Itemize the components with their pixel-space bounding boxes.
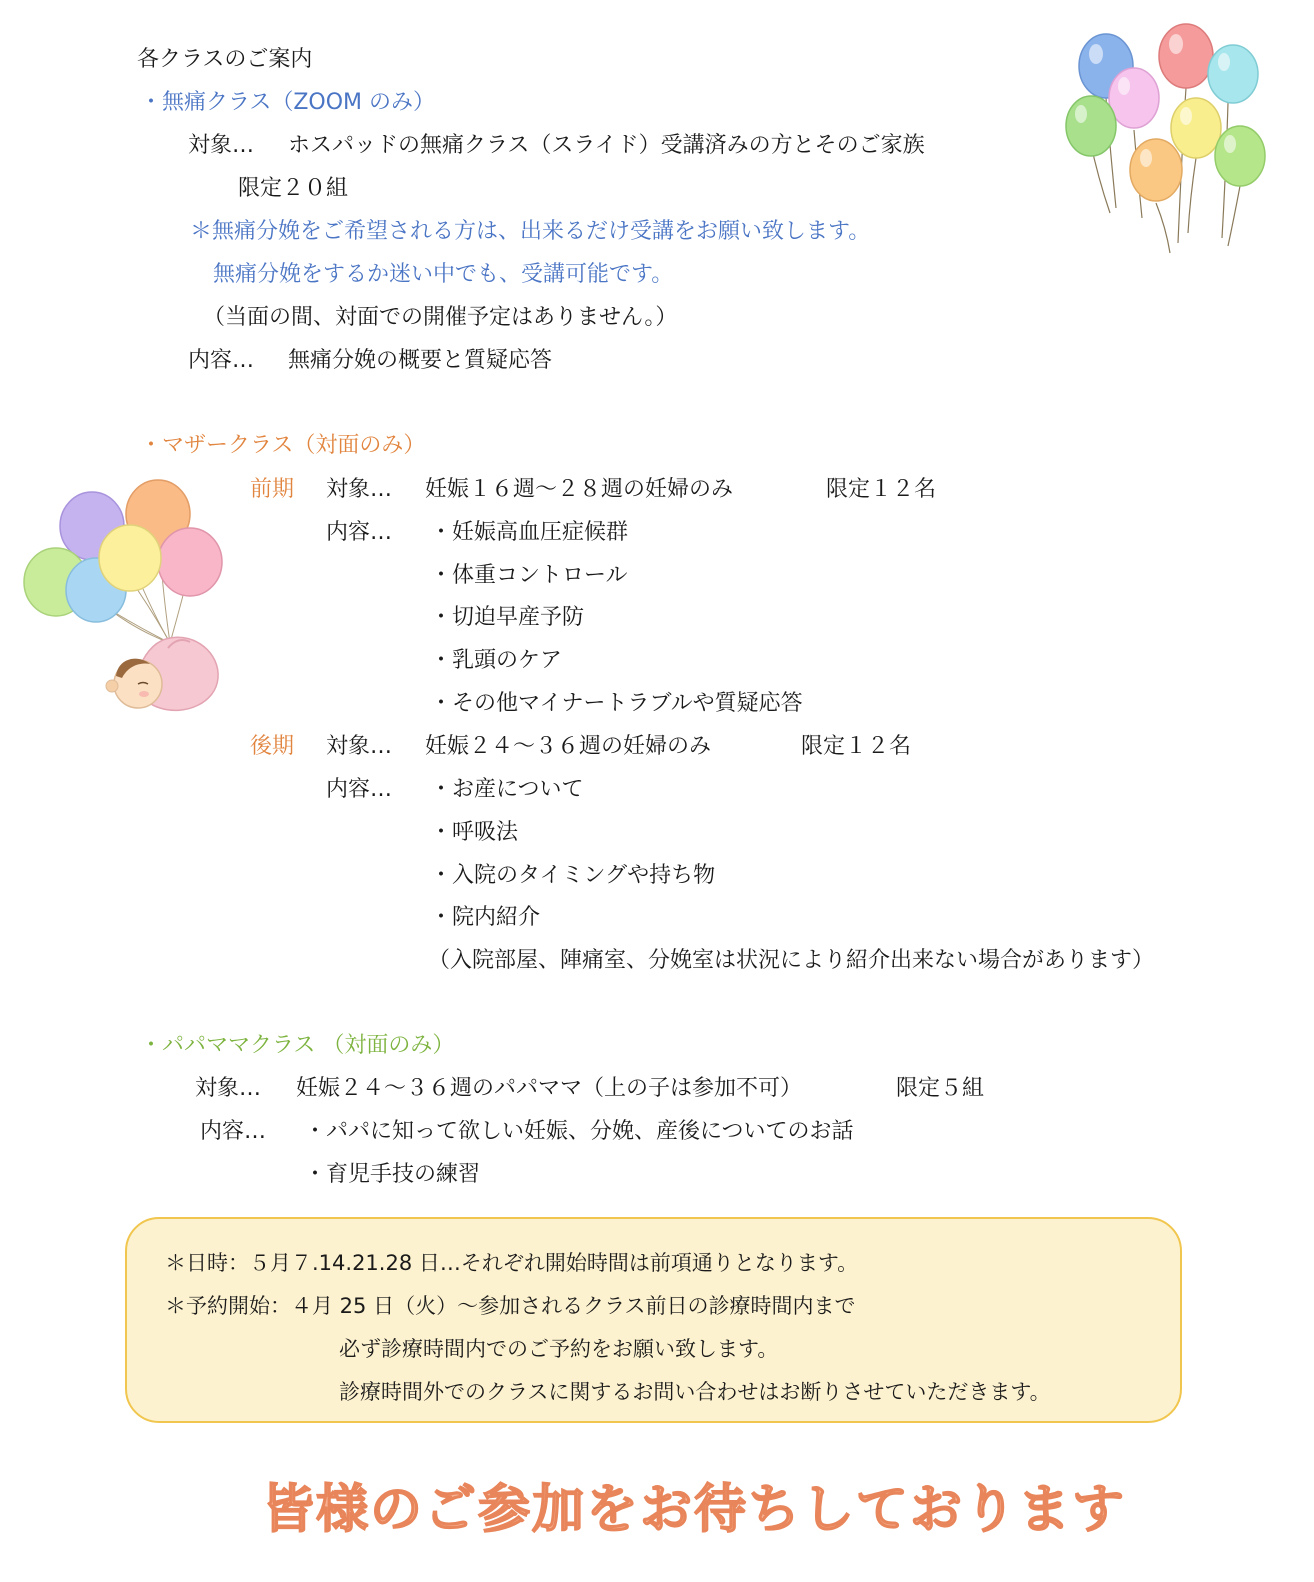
mutsu-limit: 限定２０組 — [238, 176, 349, 201]
mutsu-target: ホスパッドの無痛クラス（スライド）受講済みの方とそのご家族 — [288, 133, 925, 158]
papamama-target: 妊娠２４～３６週のパパママ（上の子は参加不可） — [296, 1076, 803, 1101]
papamama-target-label: 対象… — [195, 1076, 262, 1101]
notice-box — [125, 1217, 1182, 1423]
mutsu-note-3: （当面の間、対面での開催予定はありません。） — [203, 305, 678, 330]
mutsu-class-title: ・無痛クラス（ZOOM のみ） — [140, 90, 436, 115]
page-heading: 各クラスのご案内 — [137, 47, 313, 72]
mother-class-title: ・マザークラス（対面のみ） — [140, 433, 426, 458]
papamama-class-title: ・パパママクラス （対面のみ） — [140, 1033, 455, 1058]
mutsu-note-2: 無痛分娩をするか迷い中でも、受講可能です。 — [213, 262, 674, 287]
mother-early-label: 前期 — [250, 477, 295, 502]
baby-with-balloons-illustration — [20, 478, 230, 723]
list-item: ・妊娠高血圧症候群 — [430, 520, 629, 545]
list-item: ・切迫早産予防 — [430, 605, 585, 630]
mother-late-label: 後期 — [250, 734, 295, 759]
balloons-illustration — [1058, 18, 1278, 258]
closing-message: 皆様のご参加をお待ちしております — [262, 1480, 1127, 1540]
mother-late-content-label: 内容… — [326, 777, 393, 802]
notice-date-line: ＊日時：５月７.14.21.28 日…それぞれ開始時間は前項通りとなります。 — [165, 1251, 859, 1275]
list-item: ・院内紹介 — [430, 905, 541, 930]
list-item: ・乳頭のケア — [430, 648, 563, 673]
mother-late-target: 妊娠２４～３６週の妊婦のみ — [425, 734, 712, 759]
papamama-limit: 限定５組 — [896, 1076, 985, 1101]
mutsu-content: 無痛分娩の概要と質疑応答 — [288, 348, 553, 373]
mother-late-limit: 限定１２名 — [801, 734, 912, 759]
mother-early-content-label: 内容… — [326, 520, 393, 545]
list-item: ・育児手技の練習 — [304, 1162, 481, 1187]
mutsu-target-label: 対象… — [188, 133, 255, 158]
mother-early-target: 妊娠１６週～２８週の妊婦のみ — [425, 477, 734, 502]
notice-reserve-note-2: 診療時間外でのクラスに関するお問い合わせはお断りさせていただきます。 — [339, 1380, 1051, 1404]
mother-late-target-label: 対象… — [326, 734, 393, 759]
list-item: ・パパに知って欲しい妊娠、分娩、産後についてのお話 — [304, 1119, 854, 1144]
list-item: ・呼吸法 — [430, 820, 519, 845]
papamama-content-label: 内容… — [200, 1119, 267, 1144]
mother-late-note: （入院部屋、陣痛室、分娩室は状況により紹介出来ない場合があります） — [428, 948, 1155, 973]
list-item: ・その他マイナートラブルや質疑応答 — [430, 691, 803, 716]
mother-early-limit: 限定１２名 — [826, 477, 937, 502]
list-item: ・入院のタイミングや持ち物 — [430, 863, 716, 888]
list-item: ・お産について — [430, 777, 584, 802]
mutsu-content-label: 内容… — [188, 348, 255, 373]
list-item: ・体重コントロール — [430, 563, 628, 588]
mother-early-target-label: 対象… — [326, 477, 393, 502]
mutsu-note-1: ＊無痛分娩をご希望される方は、出来るだけ受講をお願い致します。 — [190, 219, 871, 244]
notice-reserve-line: ＊予約開始：４月 25 日（火）～参加されるクラス前日の診療時間内まで — [165, 1294, 856, 1318]
notice-reserve-note-1: 必ず診療時間内でのご予約をお願い致します。 — [339, 1337, 779, 1361]
